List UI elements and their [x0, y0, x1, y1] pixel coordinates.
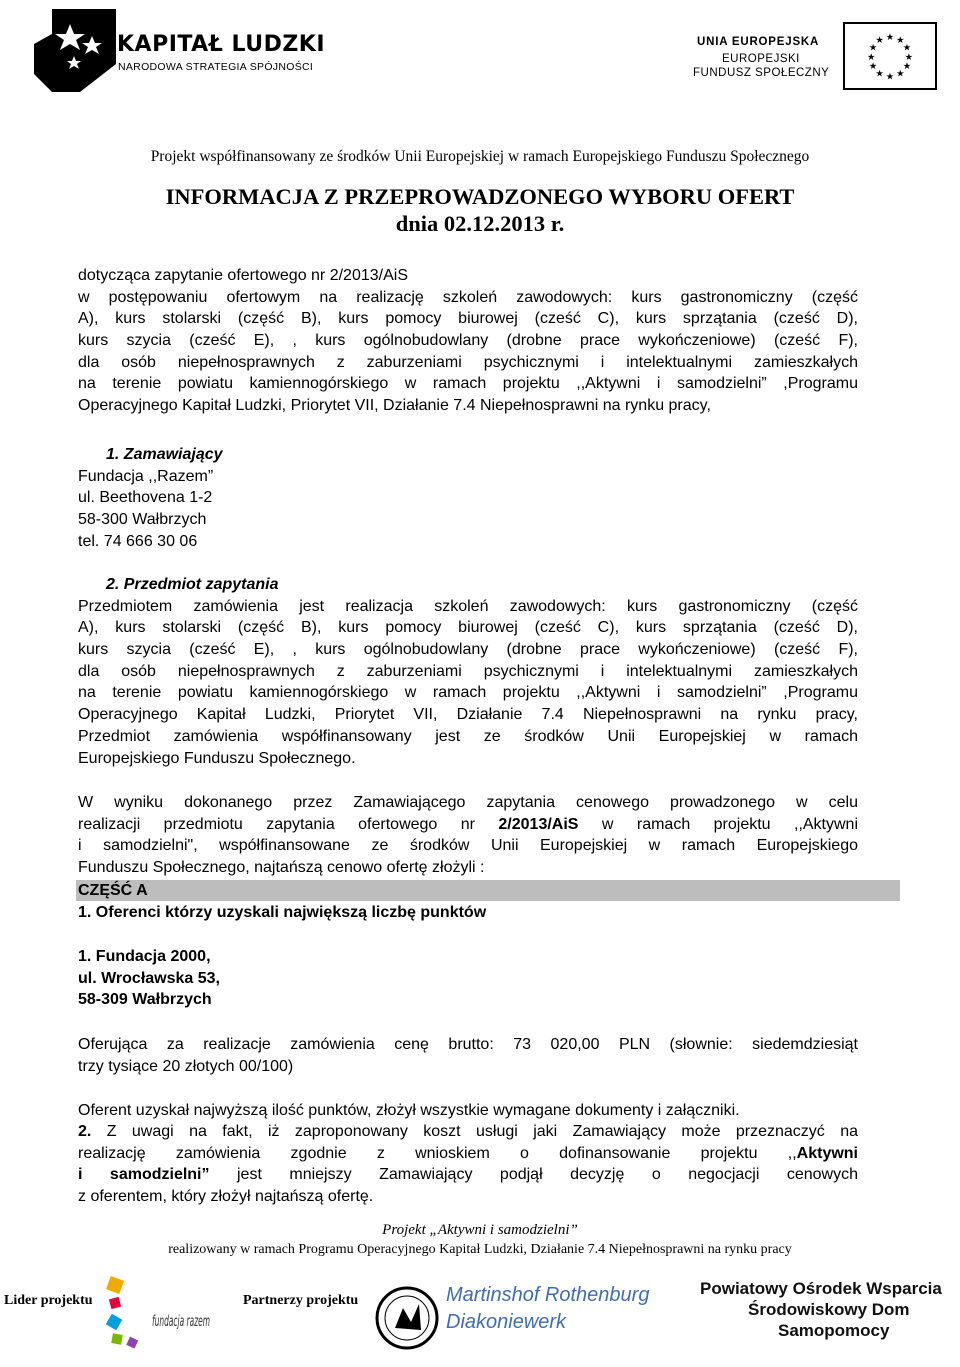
svg-text:★: ★	[885, 71, 895, 83]
result-line: i samodzielni", współfinansowane ze środków Unii Europejskiej w ramach Europejskiego	[78, 837, 858, 855]
ue-label-line2: EUROPEJSKI	[722, 53, 800, 65]
subject-line: dla osób niepełnosprawnych z zaburzeniami psychicznymi i intelektualnymi zamieszkałych	[78, 662, 858, 680]
price-line: Oferująca za realizacje zamówienia cenę brutto: 73 020,00 PLN (słownie: siedemdziesiąt	[78, 1036, 858, 1053]
offeror-line: 58-309 Wałbrzych	[78, 991, 212, 1009]
pow-line1: Powiatowy Ośrodek Wsparcia	[700, 1279, 942, 1298]
subject-line: A), kurs stolarski (część B), kurs pomocy biurowej (cześć C), kurs sprzątania (cześć D),	[78, 619, 858, 637]
negotiation-line: 2. Z uwagi na fakt, iż zaproponowany koszt usługi jaki Zamawiający może przeznaczyć na	[78, 1123, 858, 1140]
martinshof-line1: Martinshof Rothenburg	[446, 1284, 650, 1306]
negotiation-line: z oferentem, który złożył najtańszą ofertę.	[78, 1188, 374, 1206]
price-paragraph	[78, 1034, 858, 1077]
document-title-date: dnia 02.12.2013 r.	[395, 211, 565, 236]
subject-line: na terenie powiatu kamiennogórskiego w ramach projektu ,,Aktywni i samodzielni” ,Programu	[78, 684, 858, 702]
svg-text:★: ★	[904, 51, 914, 63]
points-line: Oferent uzyskał najwyższą ilość punktów, złożył wszystkie wymagane dokumenty i załączniki.	[78, 1102, 740, 1119]
svg-text:★: ★	[868, 42, 878, 54]
partners-label: Partnerzy projektu	[243, 1293, 359, 1308]
offeror-line: 1. Fundacja 2000,	[78, 948, 211, 965]
result-paragraph	[78, 792, 858, 879]
martinshof-line2: Diakoniewerk	[446, 1311, 567, 1333]
intro-line: kurs szycia (cześć E), , kurs ogólnobudowlany (drobne prace wykończeniowe) (cześć F),	[78, 332, 858, 350]
subject-line: kurs szycia (cześć E), , kurs ogólnobudowlany (drobne prace wykończeniowe) (cześć F),	[78, 641, 858, 659]
svg-text:★: ★	[875, 34, 884, 46]
svg-text:★: ★	[896, 68, 905, 80]
pow-line3: Samopomocy	[778, 1321, 890, 1340]
intro-line: w postępowaniu ofertowym na realizację szkoleń zawodowych: kurs gastronomiczny (część	[78, 288, 858, 306]
offeror-block	[78, 946, 858, 1011]
intro-line: dla osób niepełnosprawnych z zaburzeniami psychicznymi i intelektualnymi zamieszkałych	[78, 353, 858, 371]
part-a-label: CZĘŚĆ A	[78, 882, 148, 899]
kapital-ludzki-title: KAPITAŁ LUDZKI	[117, 32, 326, 57]
document-title-line1: INFORMACJA Z PRZEPROWADZONEGO WYBORU OFERT	[165, 184, 795, 209]
fundacja-razem-logo-icon	[104, 1276, 214, 1360]
svg-text:★: ★	[896, 34, 905, 46]
cofinancing-note: Projekt współfinansowany ze środków Unii Europejskiej w ramach Europejskiego Funduszu Społecznego	[150, 148, 810, 165]
svg-text:★: ★	[866, 51, 876, 63]
section-przedmiot	[78, 574, 858, 769]
negotiation-paragraph	[78, 1121, 858, 1208]
lider-label: Lider projektu	[4, 1293, 93, 1308]
svg-text:★: ★	[875, 68, 884, 80]
result-line: Funduszu Społecznego, najtańszą cenowo ofertę złożyli :	[78, 859, 485, 877]
partner-emblem-icon	[375, 1278, 439, 1358]
eu-flag-icon	[843, 22, 937, 90]
section-heading: 2. Przedmiot zapytania	[106, 576, 279, 593]
offeror-line: ul. Wrocławska 53,	[78, 969, 220, 987]
orderer-line: Fundacja ,,Razem”	[78, 467, 214, 485]
intro-line: A), kurs stolarski (część B), kurs pomocy biurowej (cześć C), kurs sprzątania (cześć D),	[78, 310, 858, 328]
subject-line: Europejskiego Funduszu Społecznego.	[78, 749, 356, 767]
intro-line: dotycząca zapytanie ofertowego nr 2/2013/AiS	[78, 267, 408, 284]
negotiation-line: realizację zamówienia zgodnie z wnioskiem o dofinansowanie projektu ,,Aktywni	[78, 1144, 858, 1162]
footer-project-name: Projekt „Aktywni i samodzielni”	[382, 1222, 578, 1238]
orderer-line: 58-300 Wałbrzych	[78, 511, 207, 529]
subject-line: Przedmiotem zamówienia jest realizacja szkoleń zawodowych: kurs gastronomiczny (część	[78, 597, 858, 615]
svg-text:★: ★	[868, 61, 878, 73]
document-title	[0, 183, 960, 237]
svg-text:★: ★	[885, 32, 895, 43]
pow-line2: Środowiskowy Dom	[748, 1300, 910, 1319]
svg-text:fundacja razem: fundacja razem	[152, 1312, 210, 1330]
part-a-subheading: 1. Oferenci którzy uzyskali największą liczbę punktów	[78, 904, 487, 921]
negotiation-line: i samodzielni” jest mniejszy Zamawiający podjął decyzję o negocjacji cenowych	[78, 1166, 859, 1184]
result-line: realizacji przedmiotu zapytania ofertowego nr 2/2013/AiS w ramach projektu ,,Aktywni	[78, 815, 859, 833]
svg-text:★: ★	[902, 42, 912, 54]
result-line: W wyniku dokonanego przez Zamawiającego zapytania cenowego prowadzonego w celu	[78, 794, 858, 811]
section-zamawiajacy	[78, 444, 858, 552]
svg-text:★: ★	[902, 61, 912, 73]
intro-line: na terenie powiatu kamiennogórskiego w ramach projektu ,,Aktywni i samodzielni” ,Programu	[78, 375, 858, 393]
intro-line: Operacyjnego Kapitał Ludzki, Priorytet VII, Działanie 7.4 Niepełnosprawni na rynku pracy,	[78, 397, 711, 415]
points-paragraph	[78, 1100, 858, 1122]
price-line: trzy tysiące 20 złotych 00/100)	[78, 1057, 294, 1075]
ue-label-line3: FUNDUSZ SPOŁECZNY	[693, 67, 830, 79]
orderer-line: ul. Beethovena 1-2	[78, 489, 213, 507]
ue-label-line1: UNIA EUROPEJSKA	[697, 36, 820, 48]
subject-line: Przedmiot zamówienia współfinansowany jest ze środków Unii Europejskiej w ramach	[78, 727, 858, 745]
subject-line: Operacyjnego Kapitał Ludzki, Priorytet VII, Działanie 7.4 Niepełnosprawni na rynku pracy,	[78, 706, 858, 724]
intro-paragraph	[78, 265, 858, 417]
kapital-ludzki-subtitle: NARODOWA STRATEGIA SPÓJNOŚCI	[118, 61, 314, 73]
footer-program-note: realizowany w ramach Programu Operacyjnego Kapitał Ludzki, Działanie 7.4 Niepełnosprawni na rynku pracy	[168, 1242, 792, 1257]
kapital-ludzki-logo-icon	[30, 4, 116, 94]
orderer-line: tel. 74 666 30 06	[78, 532, 198, 550]
section-heading: 1. Zamawiający	[106, 446, 223, 463]
